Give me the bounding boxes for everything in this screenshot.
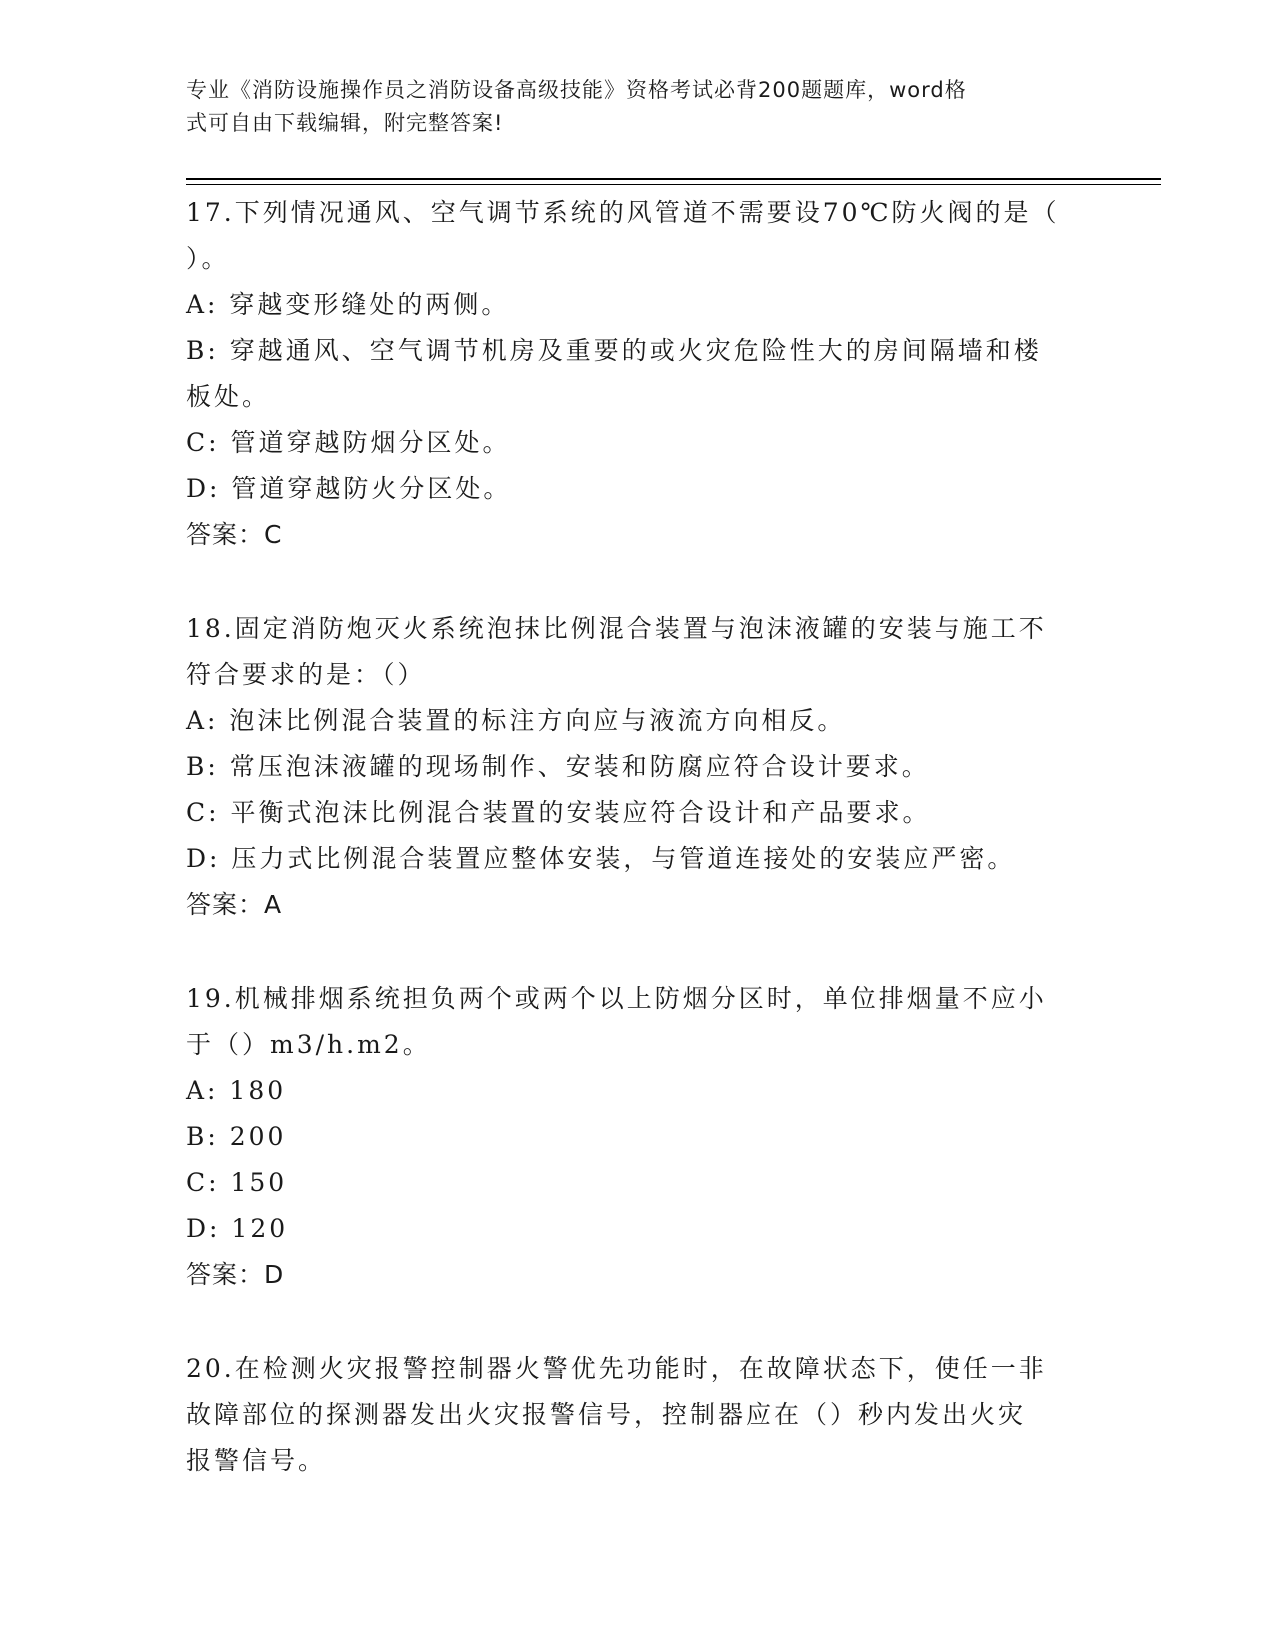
- header-line: 式可自由下载编辑，附完整答案!: [186, 111, 504, 135]
- option-c: C: 平衡式泡沫比例混合装置的安装应符合设计和产品要求。: [186, 798, 931, 827]
- question-20: [186, 1346, 1086, 1484]
- answer-line: 答案：D: [186, 1260, 285, 1289]
- option-d: D: 管道穿越防火分区处。: [186, 474, 512, 503]
- option-c: C: 管道穿越防烟分区处。: [186, 428, 511, 457]
- spacer: [186, 558, 1086, 606]
- option-d: D: 120: [186, 1214, 289, 1243]
- question-17: [186, 190, 1086, 558]
- question-stem: 17.下列情况通风、空气调节系统的风管道不需要设70℃防火阀的是（: [186, 198, 1060, 227]
- document-header: [186, 74, 1086, 140]
- header-divider: [186, 178, 1161, 180]
- answer-line: 答案：A: [186, 890, 283, 919]
- option-b: 板处。: [186, 382, 271, 411]
- spacer: [186, 928, 1086, 976]
- answer-line: 答案：C: [186, 520, 283, 549]
- question-stem: 18.固定消防炮灭火系统泡抹比例混合装置与泡沫液罐的安装与施工不: [186, 614, 1047, 643]
- option-a: A: 180: [186, 1076, 287, 1105]
- option-b: B: 穿越通风、空气调节机房及重要的或火灾危险性大的房间隔墙和楼: [186, 336, 1042, 365]
- option-b: B: 200: [186, 1122, 287, 1151]
- question-19: [186, 976, 1086, 1298]
- question-stem: 20.在检测火灾报警控制器火警优先功能时，在故障状态下，使任一非: [186, 1354, 1047, 1383]
- question-stem: 故障部位的探测器发出火灾报警信号，控制器应在（）秒内发出火灾: [186, 1400, 1027, 1429]
- question-stem: 符合要求的是：（）: [186, 660, 426, 689]
- header-divider: [186, 184, 1161, 185]
- option-b: B: 常压泡沫液罐的现场制作、安装和防腐应符合设计要求。: [186, 752, 930, 781]
- question-stem: ）。: [186, 244, 230, 273]
- question-stem: 19.机械排烟系统担负两个或两个以上防烟分区时，单位排烟量不应小: [186, 984, 1047, 1013]
- question-18: [186, 606, 1086, 928]
- option-a: A: 穿越变形缝处的两侧。: [186, 290, 510, 319]
- option-d: D: 压力式比例混合装置应整体安装，与管道连接处的安装应严密。: [186, 844, 1016, 873]
- question-stem: 于（）m3/h.m2。: [186, 1030, 431, 1059]
- question-stem: 报警信号。: [186, 1446, 327, 1475]
- header-line: 专业《消防设施操作员之消防设备高级技能》资格考试必背200题题库，word格: [186, 78, 967, 102]
- option-a: A: 泡沫比例混合装置的标注方向应与液流方向相反。: [186, 706, 846, 735]
- spacer: [186, 1298, 1086, 1346]
- question-list: [186, 190, 1086, 1484]
- option-c: C: 150: [186, 1168, 288, 1197]
